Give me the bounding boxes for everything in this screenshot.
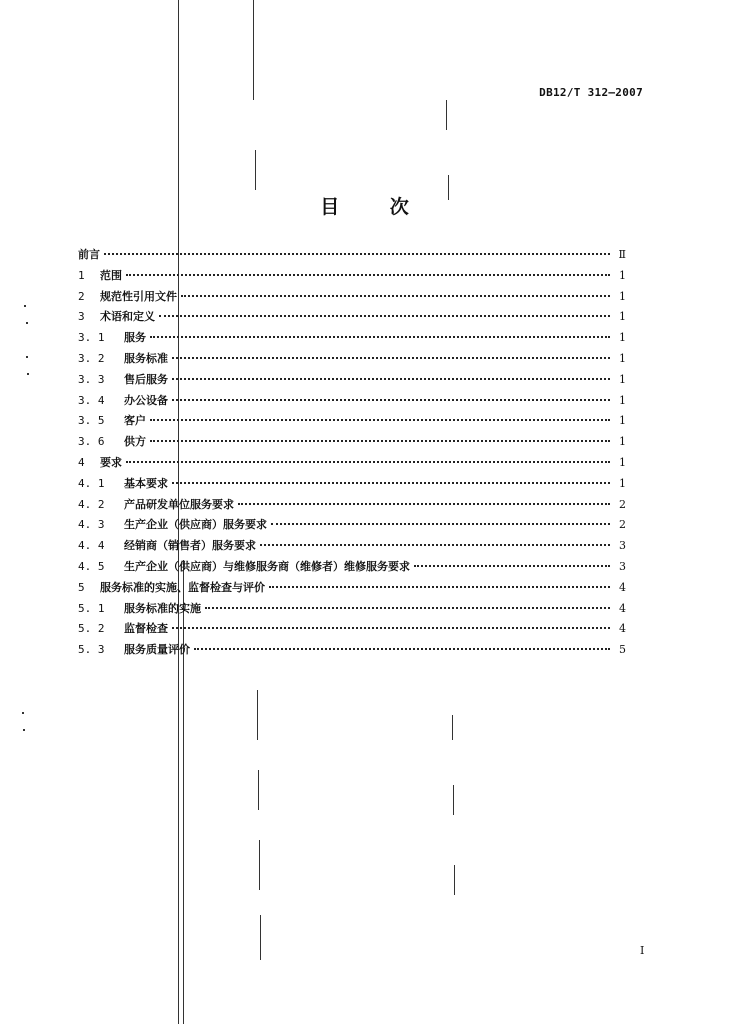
scan-artifact-line [454, 865, 455, 895]
toc-entry-number: 5 [78, 580, 85, 594]
toc-entry-label: 服务质量评价 [124, 643, 190, 657]
toc-entry-number: 4. 4 [78, 539, 105, 553]
toc-entry-page: 5 [619, 643, 626, 657]
toc-leader-dots [172, 482, 610, 484]
toc-entry[interactable] [78, 411, 626, 432]
toc-leader-dots [172, 378, 610, 380]
scan-artifact-line [453, 785, 454, 815]
toc-entry-label: 服务标准的实施 [124, 601, 201, 615]
toc-leader-dots [238, 503, 610, 505]
scan-artifact-line [258, 770, 259, 810]
toc-entry[interactable] [78, 453, 626, 474]
toc-entry-page: 4 [619, 622, 626, 636]
toc-entry-page: 3 [619, 559, 626, 573]
toc-entry[interactable] [78, 328, 626, 349]
toc-entry-number: 2 [78, 289, 85, 303]
toc-entry-label: 范围 [100, 268, 122, 282]
toc-entry-number: 3. 6 [78, 435, 105, 449]
toc-leader-dots [269, 586, 610, 588]
toc-entry-number: 5. 3 [78, 643, 105, 657]
toc-leader-dots [126, 274, 610, 276]
toc-entry-number: 4. 3 [78, 518, 105, 532]
toc-entry-number: 4. 2 [78, 497, 105, 511]
toc-entry-page: 2 [619, 518, 626, 532]
toc-entry[interactable] [78, 307, 626, 328]
scan-artifact-dot [22, 712, 24, 714]
toc-entry[interactable] [78, 578, 626, 599]
toc-entry-label: 术语和定义 [100, 310, 155, 324]
toc-entry-label: 基本要求 [124, 476, 168, 490]
toc-entry-number: 4. 1 [78, 476, 105, 490]
toc-entry-label: 售后服务 [124, 372, 168, 386]
toc-entry-label: 服务 [124, 331, 146, 345]
scan-artifact-line [255, 150, 256, 190]
toc-leader-dots [150, 440, 610, 442]
toc-entry-label: 要求 [100, 455, 122, 469]
toc-entry-number: 3 [78, 310, 85, 324]
toc-entry-page: 3 [619, 539, 626, 553]
toc-entry-label: 前言 [78, 248, 100, 261]
toc-entry[interactable] [78, 266, 626, 287]
toc-entry-number: 4 [78, 455, 85, 469]
toc-entry-page: 2 [619, 497, 626, 511]
toc-entry-number: 3. 4 [78, 393, 105, 407]
document-code: DB12/T 312—2007 [539, 86, 643, 99]
toc-entry-label: 服务标准的实施、监督检查与评价 [100, 580, 265, 594]
toc-entry-page: 1 [619, 351, 626, 365]
toc-entry-page: Ⅱ [618, 248, 626, 261]
toc-entry[interactable] [78, 536, 626, 557]
toc-leader-dots [159, 315, 610, 317]
toc-entry-page: 1 [619, 476, 626, 490]
toc-entry[interactable] [78, 245, 626, 266]
toc-leader-dots [260, 544, 610, 546]
toc-entry-page: 1 [619, 393, 626, 407]
toc-entry[interactable] [78, 515, 626, 536]
scan-artifact-line [257, 690, 258, 740]
toc-leader-dots [172, 399, 610, 401]
toc-entry[interactable] [78, 557, 626, 578]
toc-entry-number: 3. 1 [78, 331, 105, 345]
scan-artifact-dot [27, 373, 29, 375]
toc-entry-label: 服务标准 [124, 351, 168, 365]
toc-entry-number: 1 [78, 268, 85, 282]
toc-entry[interactable] [78, 349, 626, 370]
toc-leader-dots [271, 523, 610, 525]
scan-artifact-line [446, 100, 447, 130]
toc-entry-page: 1 [619, 435, 626, 449]
toc-title: 目 次 [320, 196, 431, 218]
toc-entry-page: 1 [619, 372, 626, 386]
toc-entry[interactable] [78, 287, 626, 308]
toc-entry-page: 4 [619, 580, 626, 594]
toc-entry-page: 1 [619, 310, 626, 324]
toc-entry-page: 1 [619, 455, 626, 469]
toc-leader-dots [172, 357, 610, 359]
toc-leader-dots [172, 627, 610, 629]
scan-artifact-dot [24, 305, 26, 307]
toc-entry-number: 3. 3 [78, 372, 105, 386]
toc-leader-dots [194, 648, 610, 650]
scan-artifact-dot [26, 322, 28, 324]
toc-entry-label: 生产企业（供应商）服务要求 [124, 518, 267, 532]
toc-entry-number: 4. 5 [78, 559, 105, 573]
toc-leader-dots [150, 419, 610, 421]
toc-leader-dots [104, 253, 610, 255]
toc-entry-label: 经销商（销售者）服务要求 [124, 539, 256, 553]
toc-entry[interactable] [78, 474, 626, 495]
toc-entry-number: 5. 1 [78, 601, 105, 615]
scan-artifact-line [452, 715, 453, 740]
toc-entry[interactable] [78, 619, 626, 640]
scan-artifact-line [259, 840, 260, 890]
toc-entry-label: 办公设备 [124, 393, 168, 407]
toc-entry[interactable] [78, 640, 626, 661]
toc-entry-label: 监督检查 [124, 622, 168, 636]
scan-artifact-dot [23, 729, 25, 731]
toc-entry[interactable] [78, 432, 626, 453]
toc-leader-dots [205, 607, 610, 609]
scan-artifact-dot [26, 356, 28, 358]
toc-leader-dots [181, 295, 610, 297]
toc-entry[interactable] [78, 370, 626, 391]
toc-leader-dots [126, 461, 610, 463]
table-of-contents [78, 245, 626, 661]
scan-artifact-line [253, 0, 254, 100]
page-number: I [640, 944, 645, 957]
toc-entry-label: 供方 [124, 435, 146, 449]
toc-entry-label: 规范性引用文件 [100, 289, 177, 303]
toc-entry-label: 产品研发单位服务要求 [124, 497, 234, 511]
scan-artifact-line [260, 915, 261, 960]
toc-entry-label: 客户 [124, 414, 146, 428]
toc-entry-page: 1 [619, 331, 626, 345]
toc-entry[interactable] [78, 495, 626, 516]
toc-entry-page: 4 [619, 601, 626, 615]
toc-entry-number: 3. 2 [78, 351, 105, 365]
toc-entry-label: 生产企业（供应商）与维修服务商（维修者）维修服务要求 [124, 559, 410, 573]
toc-entry[interactable] [78, 391, 626, 412]
toc-entry-page: 1 [619, 414, 626, 428]
toc-entry-number: 5. 2 [78, 622, 105, 636]
toc-entry-page: 1 [619, 268, 626, 282]
toc-entry-page: 1 [619, 289, 626, 303]
toc-leader-dots [414, 565, 610, 567]
toc-entry[interactable] [78, 599, 626, 620]
toc-entry-number: 3. 5 [78, 414, 105, 428]
toc-leader-dots [150, 336, 610, 338]
